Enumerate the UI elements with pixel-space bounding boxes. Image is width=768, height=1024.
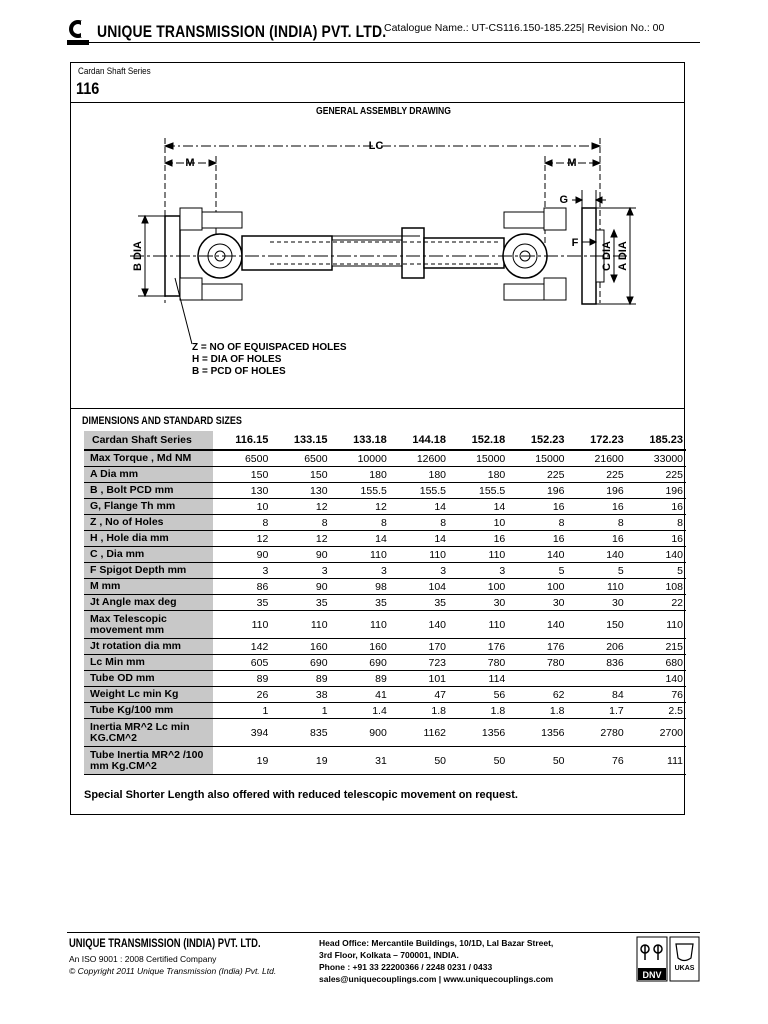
table-cell: 50 bbox=[449, 747, 508, 775]
footer-iso: An ISO 9001 : 2008 Certified Company bbox=[69, 954, 217, 964]
row-label: C , Dia mm bbox=[84, 547, 213, 563]
table-cell: 76 bbox=[627, 687, 686, 703]
table-cell: 8 bbox=[213, 515, 271, 531]
table-cell: 8 bbox=[508, 515, 567, 531]
table-cell: 1356 bbox=[508, 719, 567, 747]
table-cell: 100 bbox=[449, 579, 508, 595]
column-header: 133.18 bbox=[331, 431, 390, 450]
table-cell: 16 bbox=[627, 499, 686, 515]
table-cell: 196 bbox=[508, 483, 567, 499]
table-cell: 33000 bbox=[627, 450, 686, 467]
company-name: UNIQUE TRANSMISSION (INDIA) PVT. LTD. bbox=[97, 22, 387, 41]
table-cell: 1.7 bbox=[568, 703, 627, 719]
table-cell: 5 bbox=[568, 563, 627, 579]
series-label: Cardan Shaft Series bbox=[78, 66, 151, 77]
table-cell: 1.8 bbox=[390, 703, 449, 719]
legend-z: Z = NO OF EQUISPACED HOLES bbox=[192, 342, 347, 353]
lc-label: LC bbox=[368, 140, 384, 152]
row-label: F Spigot Depth mm bbox=[84, 563, 213, 579]
table-header-label: Cardan Shaft Series bbox=[84, 431, 213, 450]
table-row bbox=[84, 563, 686, 579]
office-contact[interactable]: sales@uniquecouplings.com | www.uniquecouplings.com bbox=[319, 974, 554, 984]
table-title: DIMENSIONS AND STANDARD SIZES bbox=[82, 415, 242, 427]
office-phone: Phone : +91 33 22200366 / 2248 0231 / 0433 bbox=[319, 962, 493, 972]
table-cell: 6500 bbox=[213, 450, 271, 467]
table-cell: 50 bbox=[508, 747, 567, 775]
row-label: G, Flange Th mm bbox=[84, 499, 213, 515]
table-cell: 16 bbox=[627, 531, 686, 547]
table-cell: 50 bbox=[390, 747, 449, 775]
table-row bbox=[84, 719, 686, 747]
table-cell: 12600 bbox=[390, 450, 449, 467]
table-cell: 1.4 bbox=[331, 703, 390, 719]
table-row bbox=[84, 515, 686, 531]
table-cell: 111 bbox=[627, 747, 686, 775]
table-cell: 150 bbox=[271, 467, 330, 483]
row-label: Tube Kg/100 mm bbox=[84, 703, 213, 719]
table-cell: 140 bbox=[390, 611, 449, 639]
table-cell: 155.5 bbox=[390, 483, 449, 499]
column-header: 172.23 bbox=[568, 431, 627, 450]
table-cell: 14 bbox=[449, 499, 508, 515]
ukas-mark: UKAS bbox=[674, 965, 695, 972]
table-cell: 30 bbox=[568, 595, 627, 611]
special-note: Special Shorter Length also offered with reduced telescopic movement on request. bbox=[84, 789, 518, 801]
row-label: Jt rotation dia mm bbox=[84, 639, 213, 655]
table-cell: 176 bbox=[449, 639, 508, 655]
m-label-right: M bbox=[567, 157, 577, 169]
table-cell: 394 bbox=[213, 719, 271, 747]
frame-divider bbox=[70, 102, 685, 103]
table-cell: 19 bbox=[271, 747, 330, 775]
table-cell: 90 bbox=[271, 579, 330, 595]
table-cell: 86 bbox=[213, 579, 271, 595]
table-cell: 150 bbox=[213, 467, 271, 483]
footer-divider bbox=[67, 932, 700, 933]
table-header-row bbox=[84, 431, 686, 450]
table-cell: 114 bbox=[449, 671, 508, 687]
table-cell: 108 bbox=[627, 579, 686, 595]
legend-h: H = DIA OF HOLES bbox=[192, 354, 282, 365]
table-cell: 140 bbox=[508, 547, 567, 563]
table-cell: 89 bbox=[331, 671, 390, 687]
table-cell: 2780 bbox=[568, 719, 627, 747]
table-row bbox=[84, 499, 686, 515]
table-cell: 1 bbox=[271, 703, 330, 719]
table-cell: 47 bbox=[390, 687, 449, 703]
table-cell: 180 bbox=[449, 467, 508, 483]
table-cell: 1.8 bbox=[508, 703, 567, 719]
row-label: Weight Lc min Kg bbox=[84, 687, 213, 703]
row-label: A Dia mm bbox=[84, 467, 213, 483]
c-dia-label: C DIA bbox=[601, 241, 613, 271]
table-cell: 16 bbox=[508, 499, 567, 515]
table-cell: 26 bbox=[213, 687, 271, 703]
table-cell bbox=[508, 671, 567, 687]
table-cell: 35 bbox=[390, 595, 449, 611]
table-cell: 225 bbox=[568, 467, 627, 483]
column-header: 152.18 bbox=[449, 431, 508, 450]
table-cell: 12 bbox=[271, 499, 330, 515]
table-cell: 19 bbox=[213, 747, 271, 775]
table-cell: 110 bbox=[271, 611, 330, 639]
certification-marks bbox=[636, 936, 700, 982]
table-cell: 3 bbox=[271, 563, 330, 579]
table-cell: 8 bbox=[568, 515, 627, 531]
table-cell: 110 bbox=[213, 611, 271, 639]
table-cell: 3 bbox=[390, 563, 449, 579]
table-cell: 31 bbox=[331, 747, 390, 775]
table-row bbox=[84, 655, 686, 671]
table-row bbox=[84, 687, 686, 703]
table-cell: 16 bbox=[568, 499, 627, 515]
table-cell: 98 bbox=[331, 579, 390, 595]
table-row bbox=[84, 483, 686, 499]
g-label: G bbox=[559, 194, 568, 206]
table-cell: 155.5 bbox=[449, 483, 508, 499]
table-cell: 14 bbox=[390, 531, 449, 547]
table-cell: 3 bbox=[213, 563, 271, 579]
table-cell: 836 bbox=[568, 655, 627, 671]
table-cell: 56 bbox=[449, 687, 508, 703]
row-label: Tube OD mm bbox=[84, 671, 213, 687]
table-row bbox=[84, 611, 686, 639]
table-cell: 8 bbox=[331, 515, 390, 531]
table-cell: 101 bbox=[390, 671, 449, 687]
row-label: Tube Inertia MR^2 /100 mm Kg.CM^2 bbox=[84, 747, 213, 775]
table-cell: 140 bbox=[627, 671, 686, 687]
table-cell: 723 bbox=[390, 655, 449, 671]
table-cell: 84 bbox=[568, 687, 627, 703]
legend-b: B = PCD OF HOLES bbox=[192, 366, 286, 377]
table-cell: 140 bbox=[568, 547, 627, 563]
table-cell: 35 bbox=[331, 595, 390, 611]
row-label: Inertia MR^2 Lc min KG.CM^2 bbox=[84, 719, 213, 747]
row-label: Z , No of Holes bbox=[84, 515, 213, 531]
table-cell: 16 bbox=[449, 531, 508, 547]
table-cell: 176 bbox=[508, 639, 567, 655]
table-cell: 900 bbox=[331, 719, 390, 747]
table-cell: 110 bbox=[331, 611, 390, 639]
row-label: Max Torque , Md NM bbox=[84, 450, 213, 467]
table-cell: 196 bbox=[627, 483, 686, 499]
table-cell: 41 bbox=[331, 687, 390, 703]
table-cell: 8 bbox=[271, 515, 330, 531]
m-label-left: M bbox=[185, 157, 195, 169]
frame-divider-2 bbox=[70, 408, 685, 409]
table-cell: 89 bbox=[213, 671, 271, 687]
table-cell: 21600 bbox=[568, 450, 627, 467]
column-header: 116.15 bbox=[213, 431, 271, 450]
table-cell: 110 bbox=[331, 547, 390, 563]
table-cell: 14 bbox=[331, 531, 390, 547]
footer-copyright: © Copyright 2011 Unique Transmission (India) Pvt. Ltd. bbox=[69, 966, 277, 976]
table-cell: 155.5 bbox=[331, 483, 390, 499]
table-cell: 605 bbox=[213, 655, 271, 671]
table-cell: 35 bbox=[271, 595, 330, 611]
b-dia-label: B DIA bbox=[132, 241, 144, 271]
row-label: Lc Min mm bbox=[84, 655, 213, 671]
table-cell: 5 bbox=[627, 563, 686, 579]
table-cell: 206 bbox=[568, 639, 627, 655]
table-cell: 10 bbox=[213, 499, 271, 515]
table-cell bbox=[568, 671, 627, 687]
table-cell: 89 bbox=[271, 671, 330, 687]
table-row bbox=[84, 671, 686, 687]
footer-office bbox=[319, 937, 553, 985]
table-cell: 130 bbox=[271, 483, 330, 499]
table-cell: 3 bbox=[449, 563, 508, 579]
table-cell: 1 bbox=[213, 703, 271, 719]
table-cell: 16 bbox=[508, 531, 567, 547]
table-cell: 225 bbox=[508, 467, 567, 483]
table-cell: 110 bbox=[390, 547, 449, 563]
row-label: B , Bolt PCD mm bbox=[84, 483, 213, 499]
table-cell: 6500 bbox=[271, 450, 330, 467]
table-cell: 12 bbox=[271, 531, 330, 547]
table-row bbox=[84, 579, 686, 595]
table-cell: 142 bbox=[213, 639, 271, 655]
table-cell: 12 bbox=[331, 499, 390, 515]
table-cell: 690 bbox=[331, 655, 390, 671]
table-cell: 10 bbox=[449, 515, 508, 531]
row-label: Max Telescopic movement mm bbox=[84, 611, 213, 639]
table-cell: 76 bbox=[568, 747, 627, 775]
table-cell: 10000 bbox=[331, 450, 390, 467]
table-row bbox=[84, 639, 686, 655]
table-cell: 140 bbox=[508, 611, 567, 639]
row-label: Jt Angle max deg bbox=[84, 595, 213, 611]
drawing-title: GENERAL ASSEMBLY DRAWING bbox=[316, 105, 451, 117]
table-cell: 22 bbox=[627, 595, 686, 611]
table-cell: 15000 bbox=[449, 450, 508, 467]
table-cell: 110 bbox=[449, 611, 508, 639]
table-cell: 215 bbox=[627, 639, 686, 655]
f-label: F bbox=[571, 237, 579, 249]
table-cell: 15000 bbox=[508, 450, 567, 467]
column-header: 144.18 bbox=[390, 431, 449, 450]
table-cell: 170 bbox=[390, 639, 449, 655]
table-cell: 130 bbox=[213, 483, 271, 499]
table-cell: 835 bbox=[271, 719, 330, 747]
table-cell: 1356 bbox=[449, 719, 508, 747]
catalogue-info: Catalogue Name.: UT-CS116.150-185.225| Revision No.: 00 bbox=[384, 22, 665, 34]
table-cell: 14 bbox=[390, 499, 449, 515]
table-cell: 100 bbox=[508, 579, 567, 595]
office-address-2: 3rd Floor, Kolkata – 700001, INDIA. bbox=[319, 950, 459, 960]
table-cell: 780 bbox=[449, 655, 508, 671]
table-cell: 38 bbox=[271, 687, 330, 703]
column-header: 185.23 bbox=[627, 431, 686, 450]
table-cell: 180 bbox=[331, 467, 390, 483]
table-row bbox=[84, 595, 686, 611]
footer-company: UNIQUE TRANSMISSION (INDIA) PVT. LTD. bbox=[69, 938, 261, 950]
table-row bbox=[84, 547, 686, 563]
table-row bbox=[84, 747, 686, 775]
table-cell: 30 bbox=[508, 595, 567, 611]
table-cell: 35 bbox=[213, 595, 271, 611]
table-cell: 110 bbox=[627, 611, 686, 639]
table-cell: 196 bbox=[568, 483, 627, 499]
table-cell: 2.5 bbox=[627, 703, 686, 719]
table-cell: 12 bbox=[213, 531, 271, 547]
table-cell: 2700 bbox=[627, 719, 686, 747]
table-cell: 8 bbox=[390, 515, 449, 531]
office-address-1: Head Office: Mercantile Buildings, 10/1D, Lal Bazar Street, bbox=[319, 938, 554, 948]
table-cell: 690 bbox=[271, 655, 330, 671]
dimensions-table bbox=[84, 431, 686, 775]
header-divider bbox=[67, 42, 700, 43]
table-cell: 90 bbox=[271, 547, 330, 563]
table-cell: 30 bbox=[449, 595, 508, 611]
dnv-mark: DNV bbox=[642, 970, 662, 980]
column-header: 133.15 bbox=[271, 431, 330, 450]
table-row bbox=[84, 467, 686, 483]
table-cell: 16 bbox=[568, 531, 627, 547]
table-cell: 90 bbox=[213, 547, 271, 563]
table-cell: 5 bbox=[508, 563, 567, 579]
table-cell: 680 bbox=[627, 655, 686, 671]
table-cell: 62 bbox=[508, 687, 567, 703]
table-cell: 160 bbox=[331, 639, 390, 655]
table-row bbox=[84, 703, 686, 719]
table-cell: 110 bbox=[568, 579, 627, 595]
table-cell: 160 bbox=[271, 639, 330, 655]
table-cell: 780 bbox=[508, 655, 567, 671]
table-cell: 110 bbox=[449, 547, 508, 563]
row-label: H , Hole dia mm bbox=[84, 531, 213, 547]
row-label: M mm bbox=[84, 579, 213, 595]
table-cell: 1162 bbox=[390, 719, 449, 747]
table-cell: 1.8 bbox=[449, 703, 508, 719]
table-cell: 8 bbox=[627, 515, 686, 531]
table-cell: 3 bbox=[331, 563, 390, 579]
table-cell: 180 bbox=[390, 467, 449, 483]
table-row bbox=[84, 450, 686, 467]
a-dia-label: A DIA bbox=[617, 241, 629, 271]
table-cell: 150 bbox=[568, 611, 627, 639]
column-header: 152.23 bbox=[508, 431, 567, 450]
series-number: 116 bbox=[76, 79, 100, 98]
table-cell: 225 bbox=[627, 467, 686, 483]
table-row bbox=[84, 531, 686, 547]
table-body bbox=[84, 450, 686, 775]
assembly-drawing bbox=[120, 128, 640, 388]
table-cell: 104 bbox=[390, 579, 449, 595]
table-cell: 140 bbox=[627, 547, 686, 563]
